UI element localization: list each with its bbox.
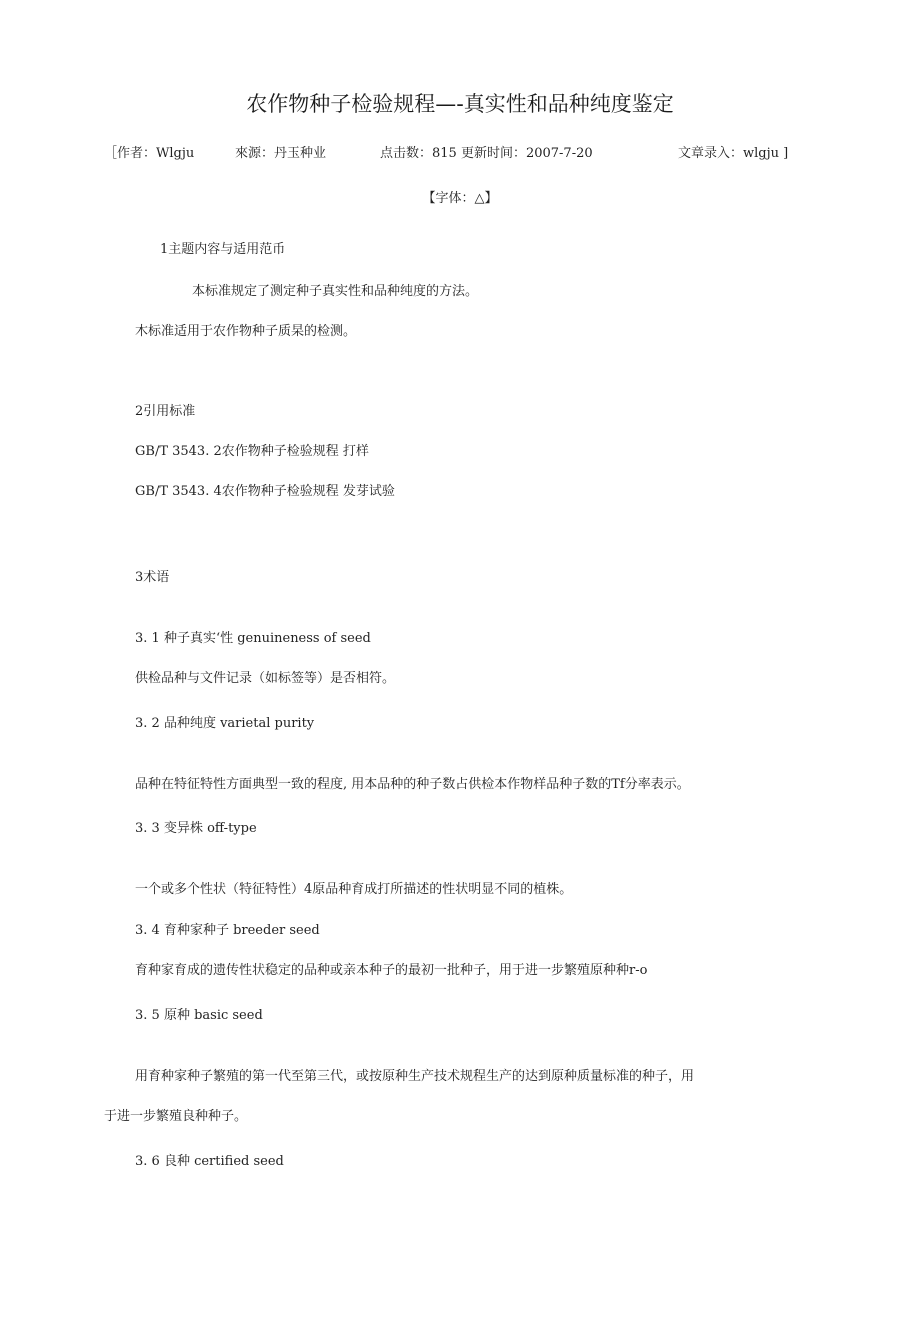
reference-item: GB/T 3543. 4农作物种子检验规程 发芽试验 [135,484,395,499]
document-title: 农作物种子检验规程—-真实性和品种纯度鉴定 [246,92,674,116]
term-definition: 用育种家种子繁殖的第一代至第三代，或按原种生产技术规程生产的达到原种质量标准的种子，用 [135,1069,695,1084]
term-heading: 3. 2 品种纯度 varietal purity [135,716,315,731]
meta-author: ［作者：Wlgju [104,146,195,161]
meta-source: 來源：丹玉种业 [235,146,327,161]
section-heading-1: 1主题内容与适用范币 [160,242,286,257]
section-heading-2: 2引用标准 [135,404,196,419]
term-heading: 3. 4 育种家种子 breeder seed [135,923,320,938]
reference-item: GB/T 3543. 2农作物种子检验规程 打样 [135,444,369,459]
term-definition: 一个或多个性状（特征特性）4原品种育成打所描述的性状明显不同的植株。 [135,882,573,897]
term-heading: 3. 1 种子真实‘性 genuineness of seed [135,631,371,646]
meta-clicks-updated: 点击数：815 更新时间：2007-7-20 [380,146,593,161]
meta-editor: 文章录入：wlgju ] [678,146,789,161]
term-definition: 育种家育成的遗传性状稳定的品种或亲本种子的最初一批种子，用于进一步繁殖原种种r-o [135,963,648,978]
term-definition: 品种在特征特性方面典型一致的程度, 用本品种的种子数占供检本作物样品种子数的Tf分率表示。 [135,777,690,792]
paragraph: 本标准规定了测定种子真实性和品种纯度的方法。 [192,284,479,299]
term-heading: 3. 3 变异株 off-type [135,821,257,836]
font-size-control[interactable]: 【字体：△】 [422,191,498,206]
term-definition: 供检品种与文件记录（如标签等）是否相符。 [135,671,396,686]
term-heading: 3. 5 原种 basic seed [135,1008,263,1023]
section-heading-3: 3术语 [135,570,170,585]
term-definition: 于进一步繁殖良种种子。 [104,1109,248,1124]
term-heading: 3. 6 良种 certified seed [135,1154,284,1169]
paragraph: 木标准适用于农作物种子质杲的检测。 [135,324,357,339]
